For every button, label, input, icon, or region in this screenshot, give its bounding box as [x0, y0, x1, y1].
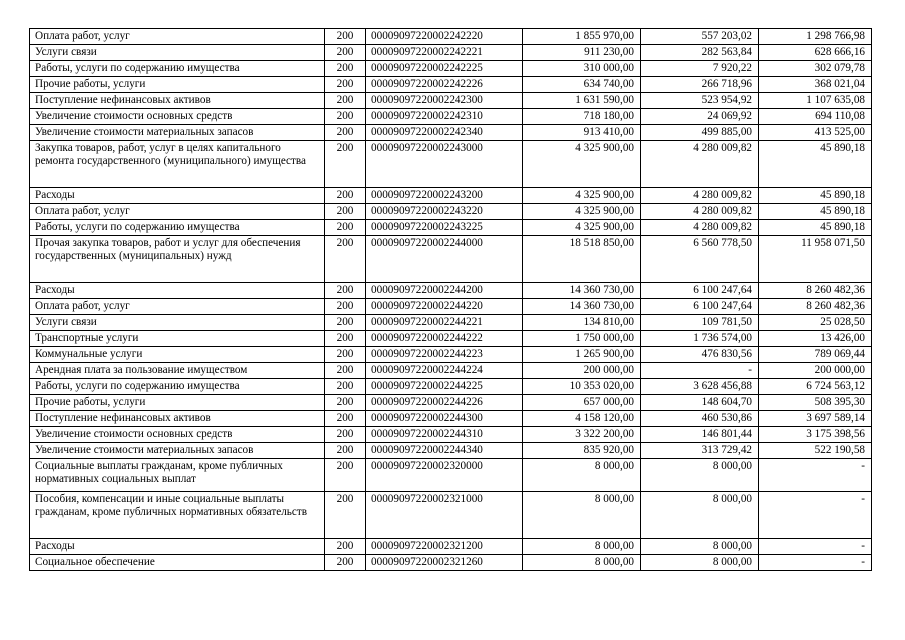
table-row: [30, 109, 872, 125]
row-remaining-cell: 522 190,58: [759, 443, 872, 459]
row-name-cell: Работы, услуги по содержанию имущества: [30, 61, 325, 77]
table-row: [30, 411, 872, 427]
row-kbk-cell: 00009097220002244000: [366, 236, 523, 283]
table-body: [30, 29, 872, 571]
table-row: [30, 188, 872, 204]
row-name-cell: Оплата работ, услуг: [30, 204, 325, 220]
row-code-cell: 200: [325, 61, 366, 77]
row-name-cell: Увеличение стоимости основных средств: [30, 109, 325, 125]
row-executed-cell: 282 563,84: [641, 45, 759, 61]
row-kbk-cell: 00009097220002244222: [366, 331, 523, 347]
row-name-cell: Прочие работы, услуги: [30, 395, 325, 411]
row-executed-cell: 109 781,50: [641, 315, 759, 331]
row-name-cell: Социальное обеспечение: [30, 555, 325, 571]
table-row: [30, 379, 872, 395]
row-remaining-cell: 200 000,00: [759, 363, 872, 379]
row-remaining-cell: 45 890,18: [759, 204, 872, 220]
row-code-cell: 200: [325, 141, 366, 188]
row-name-cell: Работы, услуги по содержанию имущества: [30, 220, 325, 236]
table-row: [30, 29, 872, 45]
row-executed-cell: 4 280 009,82: [641, 220, 759, 236]
row-remaining-cell: 45 890,18: [759, 188, 872, 204]
row-name-cell: Пособия, компенсации и иные социальные выплаты гражданам, кроме публичных нормативных обязательств: [30, 492, 325, 539]
row-approved-cell: 1 750 000,00: [523, 331, 641, 347]
row-executed-cell: 148 604,70: [641, 395, 759, 411]
row-code-cell: 200: [325, 555, 366, 571]
row-code-cell: 200: [325, 411, 366, 427]
row-executed-cell: 8 000,00: [641, 539, 759, 555]
row-code-cell: 200: [325, 45, 366, 61]
row-kbk-cell: 00009097220002242300: [366, 93, 523, 109]
row-name-cell: Увеличение стоимости материальных запасов: [30, 443, 325, 459]
budget-execution-table: [29, 28, 872, 571]
row-approved-cell: 835 920,00: [523, 443, 641, 459]
row-executed-cell: 4 280 009,82: [641, 141, 759, 188]
row-approved-cell: 913 410,00: [523, 125, 641, 141]
row-name-cell: Услуги связи: [30, 315, 325, 331]
row-kbk-cell: 00009097220002321200: [366, 539, 523, 555]
row-kbk-cell: 00009097220002242220: [366, 29, 523, 45]
row-name-cell: Расходы: [30, 283, 325, 299]
row-remaining-cell: 45 890,18: [759, 220, 872, 236]
row-code-cell: 200: [325, 427, 366, 443]
row-code-cell: 200: [325, 77, 366, 93]
row-name-cell: Оплата работ, услуг: [30, 29, 325, 45]
table-row: [30, 204, 872, 220]
row-remaining-cell: 8 260 482,36: [759, 283, 872, 299]
row-executed-cell: 8 000,00: [641, 555, 759, 571]
row-approved-cell: 310 000,00: [523, 61, 641, 77]
row-approved-cell: 200 000,00: [523, 363, 641, 379]
row-kbk-cell: 00009097220002242310: [366, 109, 523, 125]
table-row: [30, 77, 872, 93]
table-row: [30, 93, 872, 109]
row-executed-cell: 523 954,92: [641, 93, 759, 109]
row-executed-cell: 6 560 778,50: [641, 236, 759, 283]
row-approved-cell: 911 230,00: [523, 45, 641, 61]
row-approved-cell: 4 325 900,00: [523, 188, 641, 204]
table-row: [30, 141, 872, 188]
table-row: [30, 347, 872, 363]
row-name-cell: Коммунальные услуги: [30, 347, 325, 363]
row-remaining-cell: -: [759, 459, 872, 492]
row-kbk-cell: 00009097220002244340: [366, 443, 523, 459]
row-approved-cell: 4 325 900,00: [523, 220, 641, 236]
row-executed-cell: 557 203,02: [641, 29, 759, 45]
row-name-cell: Прочие работы, услуги: [30, 77, 325, 93]
table-row: [30, 459, 872, 492]
row-name-cell: Поступление нефинансовых активов: [30, 93, 325, 109]
row-remaining-cell: 413 525,00: [759, 125, 872, 141]
row-remaining-cell: 3 175 398,56: [759, 427, 872, 443]
table-row: [30, 299, 872, 315]
row-executed-cell: 460 530,86: [641, 411, 759, 427]
row-kbk-cell: 00009097220002244310: [366, 427, 523, 443]
table-row: [30, 555, 872, 571]
row-kbk-cell: 00009097220002244220: [366, 299, 523, 315]
row-executed-cell: 266 718,96: [641, 77, 759, 93]
row-name-cell: Расходы: [30, 188, 325, 204]
row-remaining-cell: 8 260 482,36: [759, 299, 872, 315]
row-kbk-cell: 00009097220002243225: [366, 220, 523, 236]
row-executed-cell: 499 885,00: [641, 125, 759, 141]
row-kbk-cell: 00009097220002244225: [366, 379, 523, 395]
row-executed-cell: 24 069,92: [641, 109, 759, 125]
row-remaining-cell: 368 021,04: [759, 77, 872, 93]
row-name-cell: Услуги связи: [30, 45, 325, 61]
row-code-cell: 200: [325, 29, 366, 45]
row-kbk-cell: 00009097220002244223: [366, 347, 523, 363]
row-approved-cell: 718 180,00: [523, 109, 641, 125]
row-remaining-cell: 1 298 766,98: [759, 29, 872, 45]
row-code-cell: 200: [325, 539, 366, 555]
row-remaining-cell: 694 110,08: [759, 109, 872, 125]
row-executed-cell: 8 000,00: [641, 492, 759, 539]
row-kbk-cell: 00009097220002321260: [366, 555, 523, 571]
row-approved-cell: 8 000,00: [523, 539, 641, 555]
table-row: [30, 331, 872, 347]
row-approved-cell: 634 740,00: [523, 77, 641, 93]
row-executed-cell: 146 801,44: [641, 427, 759, 443]
row-code-cell: 200: [325, 459, 366, 492]
row-remaining-cell: 628 666,16: [759, 45, 872, 61]
row-code-cell: 200: [325, 204, 366, 220]
row-executed-cell: 6 100 247,64: [641, 283, 759, 299]
row-code-cell: 200: [325, 109, 366, 125]
row-code-cell: 200: [325, 331, 366, 347]
row-name-cell: Транспортные услуги: [30, 331, 325, 347]
row-executed-cell: 8 000,00: [641, 459, 759, 492]
row-kbk-cell: 00009097220002243000: [366, 141, 523, 188]
row-approved-cell: 4 325 900,00: [523, 204, 641, 220]
table-row: [30, 61, 872, 77]
table-row: [30, 443, 872, 459]
row-approved-cell: 14 360 730,00: [523, 283, 641, 299]
row-code-cell: 200: [325, 443, 366, 459]
row-code-cell: 200: [325, 220, 366, 236]
row-executed-cell: 313 729,42: [641, 443, 759, 459]
table-row: [30, 236, 872, 283]
row-kbk-cell: 00009097220002242225: [366, 61, 523, 77]
row-remaining-cell: 25 028,50: [759, 315, 872, 331]
row-executed-cell: 4 280 009,82: [641, 188, 759, 204]
row-code-cell: 200: [325, 125, 366, 141]
row-kbk-cell: 00009097220002244200: [366, 283, 523, 299]
row-code-cell: 200: [325, 299, 366, 315]
row-remaining-cell: 45 890,18: [759, 141, 872, 188]
row-executed-cell: 1 736 574,00: [641, 331, 759, 347]
table-row: [30, 283, 872, 299]
row-name-cell: Увеличение стоимости основных средств: [30, 427, 325, 443]
row-name-cell: Увеличение стоимости материальных запасов: [30, 125, 325, 141]
table-row: [30, 492, 872, 539]
row-remaining-cell: 302 079,78: [759, 61, 872, 77]
row-approved-cell: 4 158 120,00: [523, 411, 641, 427]
row-name-cell: Оплата работ, услуг: [30, 299, 325, 315]
row-code-cell: 200: [325, 236, 366, 283]
table-row: [30, 220, 872, 236]
row-name-cell: Социальные выплаты гражданам, кроме публичных нормативных социальных выплат: [30, 459, 325, 492]
row-approved-cell: 8 000,00: [523, 555, 641, 571]
row-name-cell: Расходы: [30, 539, 325, 555]
row-approved-cell: 18 518 850,00: [523, 236, 641, 283]
row-approved-cell: 3 322 200,00: [523, 427, 641, 443]
table-row: [30, 363, 872, 379]
row-approved-cell: 10 353 020,00: [523, 379, 641, 395]
row-code-cell: 200: [325, 315, 366, 331]
row-kbk-cell: 00009097220002320000: [366, 459, 523, 492]
table-row: [30, 315, 872, 331]
row-approved-cell: 1 855 970,00: [523, 29, 641, 45]
row-remaining-cell: 11 958 071,50: [759, 236, 872, 283]
row-name-cell: Закупка товаров, работ, услуг в целях капитального ремонта государственного (муниципального) имущества: [30, 141, 325, 188]
row-name-cell: Прочая закупка товаров, работ и услуг для обеспечения государственных (муниципальных) нужд: [30, 236, 325, 283]
row-name-cell: Арендная плата за пользование имуществом: [30, 363, 325, 379]
row-kbk-cell: 00009097220002242221: [366, 45, 523, 61]
row-executed-cell: 4 280 009,82: [641, 204, 759, 220]
row-executed-cell: 3 628 456,88: [641, 379, 759, 395]
row-remaining-cell: -: [759, 539, 872, 555]
row-remaining-cell: 508 395,30: [759, 395, 872, 411]
row-kbk-cell: 00009097220002244226: [366, 395, 523, 411]
row-approved-cell: 8 000,00: [523, 459, 641, 492]
row-approved-cell: 8 000,00: [523, 492, 641, 539]
row-approved-cell: 134 810,00: [523, 315, 641, 331]
row-kbk-cell: 00009097220002244224: [366, 363, 523, 379]
row-remaining-cell: 13 426,00: [759, 331, 872, 347]
row-remaining-cell: 1 107 635,08: [759, 93, 872, 109]
row-name-cell: Поступление нефинансовых активов: [30, 411, 325, 427]
row-kbk-cell: 00009097220002243220: [366, 204, 523, 220]
row-kbk-cell: 00009097220002243200: [366, 188, 523, 204]
row-name-cell: Работы, услуги по содержанию имущества: [30, 379, 325, 395]
row-code-cell: 200: [325, 379, 366, 395]
row-kbk-cell: 00009097220002244300: [366, 411, 523, 427]
row-remaining-cell: -: [759, 555, 872, 571]
row-code-cell: 200: [325, 363, 366, 379]
row-approved-cell: 4 325 900,00: [523, 141, 641, 188]
row-approved-cell: 1 265 900,00: [523, 347, 641, 363]
row-code-cell: 200: [325, 93, 366, 109]
row-executed-cell: 7 920,22: [641, 61, 759, 77]
row-kbk-cell: 00009097220002321000: [366, 492, 523, 539]
row-remaining-cell: -: [759, 492, 872, 539]
row-approved-cell: 14 360 730,00: [523, 299, 641, 315]
table-row: [30, 539, 872, 555]
row-code-cell: 200: [325, 283, 366, 299]
row-executed-cell: 476 830,56: [641, 347, 759, 363]
row-kbk-cell: 00009097220002244221: [366, 315, 523, 331]
row-executed-cell: -: [641, 363, 759, 379]
row-kbk-cell: 00009097220002242226: [366, 77, 523, 93]
table-row: [30, 45, 872, 61]
row-approved-cell: 1 631 590,00: [523, 93, 641, 109]
row-code-cell: 200: [325, 492, 366, 539]
row-code-cell: 200: [325, 395, 366, 411]
row-executed-cell: 6 100 247,64: [641, 299, 759, 315]
table-row: [30, 395, 872, 411]
row-kbk-cell: 00009097220002242340: [366, 125, 523, 141]
table-row: [30, 427, 872, 443]
row-approved-cell: 657 000,00: [523, 395, 641, 411]
row-remaining-cell: 3 697 589,14: [759, 411, 872, 427]
row-remaining-cell: 789 069,44: [759, 347, 872, 363]
row-code-cell: 200: [325, 188, 366, 204]
row-code-cell: 200: [325, 347, 366, 363]
table-row: [30, 125, 872, 141]
row-remaining-cell: 6 724 563,12: [759, 379, 872, 395]
